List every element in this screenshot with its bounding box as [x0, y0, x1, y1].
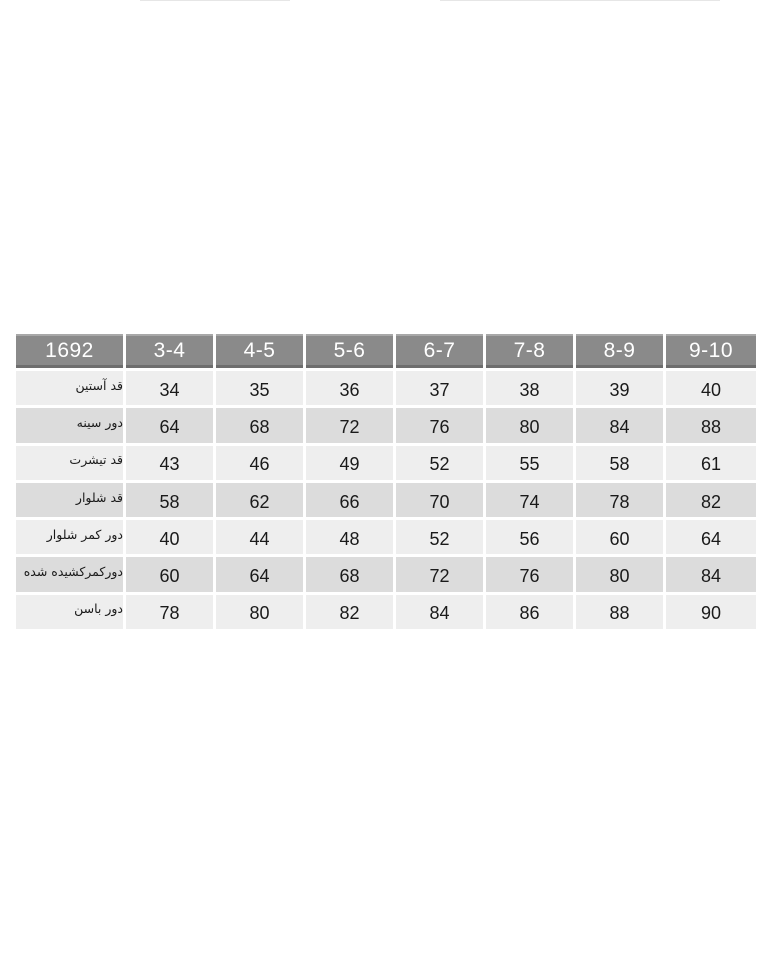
table-cell	[216, 520, 306, 557]
cell-value: 56	[519, 528, 540, 549]
table-cell	[666, 520, 756, 557]
cell-value: 68	[249, 416, 270, 437]
size-label: 5-6	[333, 339, 366, 362]
table-cell	[126, 595, 216, 632]
cell-value: 78	[159, 603, 180, 624]
table-cell	[666, 595, 756, 632]
table-cell	[306, 371, 396, 408]
table-cell	[486, 408, 576, 445]
table-cell	[486, 446, 576, 483]
table-cell	[486, 371, 576, 408]
table-cell	[126, 371, 216, 408]
cell-value: 82	[339, 603, 360, 624]
cell-value: 55	[519, 454, 540, 475]
cell-value: 84	[700, 566, 722, 587]
table-cell	[216, 371, 306, 408]
table-cell	[306, 557, 396, 594]
cell-value: 60	[159, 566, 180, 587]
cell-value: 43	[159, 454, 180, 475]
cell-value: 64	[700, 528, 722, 549]
measurement-label	[16, 520, 126, 557]
table-cell	[396, 520, 486, 557]
table-cell	[666, 371, 756, 408]
cell-value: 35	[249, 379, 270, 400]
cell-value: 39	[609, 379, 630, 400]
table-cell	[126, 446, 216, 483]
cell-value: 61	[700, 454, 722, 475]
cell-value: 72	[429, 566, 450, 587]
table-cell	[486, 557, 576, 594]
measurement-label	[16, 446, 126, 483]
cell-value: 84	[609, 416, 630, 437]
measurement-label-text: قد تیشرت	[69, 452, 123, 468]
size-label: 7-8	[513, 339, 546, 362]
cell-value: 76	[429, 416, 450, 437]
cell-value: 76	[519, 566, 540, 587]
measurement-label-text: دور کمر شلوار	[46, 526, 123, 542]
table-row	[16, 595, 756, 632]
table-cell	[486, 483, 576, 520]
model-number-header	[16, 334, 126, 368]
table-cell	[396, 408, 486, 445]
measurement-label	[16, 595, 126, 632]
cell-value: 72	[339, 416, 360, 437]
cell-value: 49	[339, 454, 360, 475]
table-row	[16, 371, 756, 408]
table-row	[16, 557, 756, 594]
cell-value: 52	[429, 528, 450, 549]
table-cell	[306, 520, 396, 557]
model-number: 1692	[45, 339, 94, 362]
cell-value: 46	[249, 454, 270, 475]
cell-value: 80	[609, 566, 630, 587]
cell-value: 40	[700, 379, 722, 400]
table-cell	[126, 557, 216, 594]
cell-value: 60	[609, 528, 630, 549]
table-cell	[576, 371, 666, 408]
cell-value: 70	[429, 491, 450, 512]
top-edge-line	[440, 0, 720, 1]
table-cell	[396, 446, 486, 483]
table-row	[16, 446, 756, 483]
cell-value: 40	[159, 528, 180, 549]
table-cell	[306, 595, 396, 632]
cell-value: 52	[429, 454, 450, 475]
table-cell	[216, 446, 306, 483]
table-cell	[486, 520, 576, 557]
size-label: 8-9	[603, 339, 636, 362]
table-row	[16, 520, 756, 557]
table-row	[16, 408, 756, 445]
measurement-label	[16, 371, 126, 408]
table-row	[16, 483, 756, 520]
measurement-label-text: قد شلوار	[75, 489, 123, 505]
size-header	[216, 334, 306, 368]
cell-value: 44	[249, 528, 270, 549]
measurement-label	[16, 408, 126, 445]
table-cell	[576, 520, 666, 557]
table-cell	[126, 520, 216, 557]
table-cell	[576, 446, 666, 483]
cell-value: 58	[159, 491, 180, 512]
cell-value: 90	[700, 603, 722, 624]
cell-value: 36	[339, 379, 360, 400]
size-header	[486, 334, 576, 368]
table-cell	[576, 557, 666, 594]
table-cell	[126, 408, 216, 445]
cell-value: 86	[519, 603, 540, 624]
size-label: 3-4	[153, 339, 186, 362]
cell-value: 64	[159, 416, 180, 437]
cell-value: 84	[429, 603, 450, 624]
table-cell	[396, 557, 486, 594]
cell-value: 34	[159, 379, 180, 400]
table-cell	[216, 483, 306, 520]
cell-value: 88	[700, 416, 722, 437]
size-header	[576, 334, 666, 368]
cell-value: 48	[339, 528, 360, 549]
table-cell	[576, 408, 666, 445]
measurement-label-text: دورکمرکشیده شده	[23, 564, 123, 580]
cell-value: 80	[519, 416, 540, 437]
size-label: 4-5	[243, 339, 276, 362]
cell-value: 78	[609, 491, 630, 512]
size-header	[306, 334, 396, 368]
size-header	[666, 334, 756, 368]
table-cell	[306, 408, 396, 445]
table-cell	[666, 483, 756, 520]
cell-value: 82	[700, 491, 722, 512]
cell-value: 37	[429, 379, 450, 400]
table-cell	[396, 483, 486, 520]
cell-value: 62	[249, 491, 270, 512]
measurement-label-text: دور سینه	[76, 414, 123, 430]
cell-value: 80	[249, 603, 270, 624]
measurement-label	[16, 483, 126, 520]
table-cell	[396, 371, 486, 408]
cell-value: 66	[339, 491, 360, 512]
table-cell	[666, 557, 756, 594]
measurement-label	[16, 557, 126, 594]
top-edge-line	[140, 0, 290, 1]
cell-value: 68	[339, 566, 360, 587]
cell-value: 64	[249, 566, 270, 587]
table-header-row	[16, 334, 756, 368]
table-cell	[666, 446, 756, 483]
table-cell	[216, 557, 306, 594]
table-cell	[666, 408, 756, 445]
cell-value: 38	[519, 379, 540, 400]
table-cell	[216, 408, 306, 445]
table-cell	[306, 446, 396, 483]
table-cell	[576, 483, 666, 520]
measurement-label-text: قد آستین	[75, 377, 123, 393]
cell-value: 74	[519, 491, 540, 512]
size-label: 6-7	[423, 339, 456, 362]
table-cell	[126, 483, 216, 520]
table-cell	[306, 483, 396, 520]
cell-value: 88	[609, 603, 630, 624]
table-cell	[396, 595, 486, 632]
table-cell	[486, 595, 576, 632]
size-header	[396, 334, 486, 368]
cell-value: 58	[609, 454, 630, 475]
size-header	[126, 334, 216, 368]
table-cell	[216, 595, 306, 632]
table-cell	[576, 595, 666, 632]
size-table	[16, 334, 756, 632]
size-label: 9-10	[688, 339, 734, 362]
measurement-label-text: دور باسن	[74, 601, 123, 617]
